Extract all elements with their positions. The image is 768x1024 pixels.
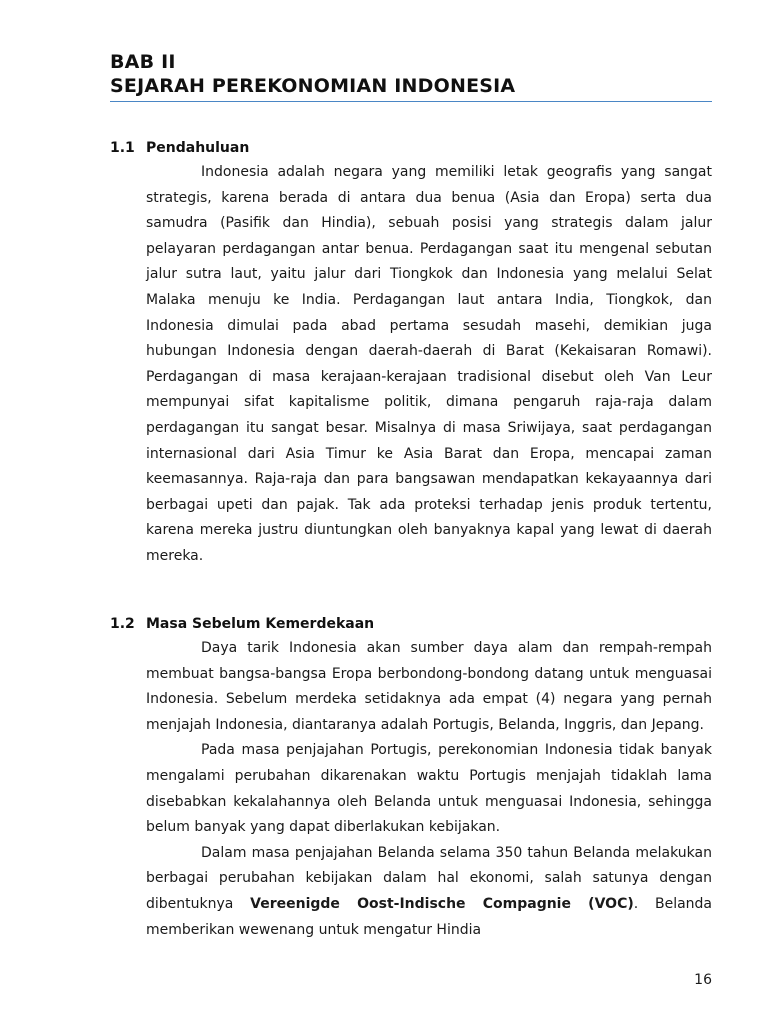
section-heading-masa-sebelum-kemerdekaan (110, 614, 374, 634)
section-body-masa-sebelum-kemerdekaan (146, 636, 712, 943)
paragraph-text: Dalam masa penjajahan Belanda selama 350 tahun Belanda melakukan berbagai perubahan kebijakan dalam hal ekonomi, salah satunya dengan dibentuknya (146, 844, 712, 912)
section-title: Pendahuluan (146, 140, 250, 156)
section-title: Masa Sebelum Kemerdekaan (146, 616, 375, 632)
section-heading-pendahuluan (110, 138, 249, 158)
section-body-pendahuluan (146, 160, 712, 570)
paragraph: Daya tarik Indonesia akan sumber daya alam dan rempah-rempah membuat bangsa-bangsa Eropa berbondong-bondong datang untuk menguasai Indonesia. Sebelum merdeka setidaknya ada empat (4) negara yang pernah menjajah Indonesia, diantaranya adalah Portugis, Belanda, Inggris, dan Jepang. (146, 640, 712, 733)
paragraph-text: . Belanda memberikan wewenang untuk mengatur Hindia (146, 895, 713, 938)
chapter-header (110, 50, 712, 98)
section-number: 1.1 (110, 140, 135, 156)
paragraph (146, 841, 712, 943)
chapter-number: BAB II (110, 51, 176, 73)
paragraph: Indonesia adalah negara yang memiliki letak geografis yang sangat strategis, karena berada di antara dua benua (Asia dan Eropa) serta dua samudra (Pasifik dan Hindia), sebuah posisi yang strategis dalam jalur pelayaran perdagangan antar benua. Perdagangan saat itu mengenal sebutan jalur sutra laut, yaitu jalur dari Tiongkok dan Indonesia yang melalui Selat Malaka menuju ke India. Perdagangan laut antara India, Tiongkok, dan Indonesia dimulai pada abad pertama sesudah masehi, demikian juga hubungan Indonesia dengan daerah-daerah di Barat (Kekaisaran Romawi). Perdagangan di masa kerajaan-kerajaan tradisional disebut oleh Van Leur mempunyai sifat kapitalisme politik, dimana pengaruh raja-raja dalam perdagangan itu sangat besar. Misalnya di masa Sriwijaya, saat perdagangan internasional dari Asia Timur ke Asia Barat dan Eropa, mencapai zaman keemasannya. Raja-raja dan para bangsawan mendapatkan kekayaannya dari berbagai upeti dan pajak. Tak ada proteksi terhadap jenis produk tertentu, karena mereka justru diuntungkan oleh banyaknya kapal yang lewat di daerah mereka. (146, 164, 712, 564)
page-number: 16 (694, 972, 712, 988)
chapter-title: SEJARAH PEREKONOMIAN INDONESIA (110, 75, 516, 97)
paragraph: Pada masa penjajahan Portugis, perekonomian Indonesia tidak banyak mengalami perubahan dikarenakan waktu Portugis menjajah tidaklah lama disebabkan kekalahannya oleh Belanda untuk menguasai Indonesia, sehingga belum banyak yang dapat diberlakukan kebijakan. (146, 742, 712, 836)
section-number: 1.2 (110, 616, 135, 632)
voc-term: Vereenigde Oost-Indische Compagnie (VOC) (250, 895, 634, 912)
header-divider (110, 101, 712, 102)
